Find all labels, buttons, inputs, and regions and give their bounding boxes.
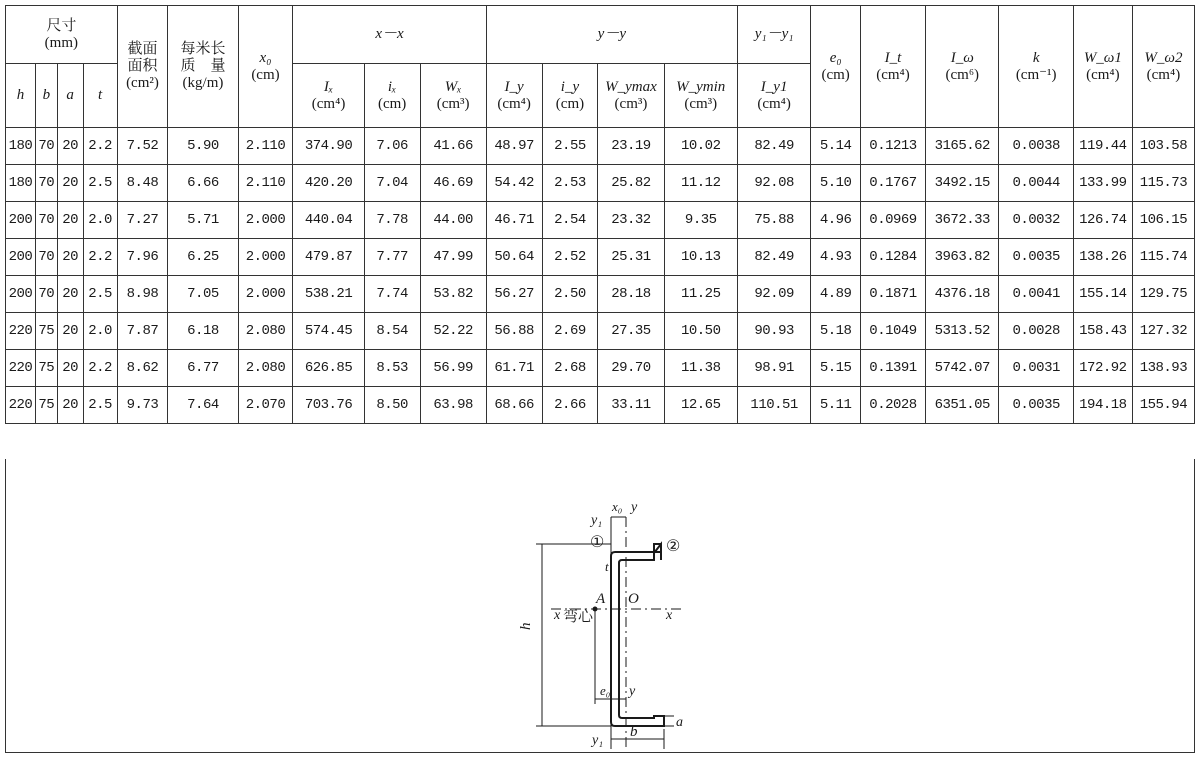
cell-Ix: 374.90 [293, 128, 364, 165]
cell-Wx: 47.99 [420, 239, 486, 276]
label-O: O [628, 591, 639, 607]
cell-Wymin: 11.12 [664, 165, 737, 202]
label-y-bottom: y [629, 684, 636, 699]
cell-k: 0.0035 [999, 387, 1073, 424]
cell-mass: 6.77 [168, 350, 238, 387]
cell-e0: 5.14 [811, 128, 861, 165]
cell-t: 2.2 [83, 350, 117, 387]
section-figure-panel [5, 459, 1195, 753]
cell-mass: 7.64 [168, 387, 238, 424]
cell-Wymin: 9.35 [664, 202, 737, 239]
cell-ix: 8.53 [364, 350, 420, 387]
cell-x0: 2.070 [238, 387, 293, 424]
cell-Iy: 48.97 [486, 128, 542, 165]
cell-Wymin: 11.38 [664, 350, 737, 387]
cell-Wymin: 11.25 [664, 276, 737, 313]
cell-Ix: 440.04 [293, 202, 364, 239]
cell-iy: 2.55 [542, 128, 598, 165]
cell-Iw: 5313.52 [926, 313, 999, 350]
cell-ix: 7.78 [364, 202, 420, 239]
cell-mass: 6.25 [168, 239, 238, 276]
label-y1-top: y₁ [591, 513, 603, 528]
cell-a: 20 [57, 276, 83, 313]
circle-1-label: ① [590, 534, 605, 551]
cell-a: 20 [57, 165, 83, 202]
cell-k: 0.0038 [999, 128, 1073, 165]
table-row [6, 276, 1195, 313]
cell-e0: 5.18 [811, 313, 861, 350]
Wx-header: Wₓ (cm³) [420, 64, 486, 128]
cell-e0: 4.96 [811, 202, 861, 239]
cell-mass: 6.18 [168, 313, 238, 350]
cell-ix: 7.04 [364, 165, 420, 202]
cell-e0: 5.11 [811, 387, 861, 424]
cell-area: 8.62 [117, 350, 168, 387]
cell-h: 200 [6, 202, 36, 239]
cell-mass: 7.05 [168, 276, 238, 313]
label-y-top: y [631, 500, 638, 515]
cell-Ix: 479.87 [293, 239, 364, 276]
mass-header: 每米长 质 量 (kg/m) [168, 6, 238, 128]
table-row [6, 313, 1195, 350]
label-shear-center: 弯心 [563, 609, 594, 625]
cell-iy: 2.53 [542, 165, 598, 202]
a-header: a [57, 64, 83, 128]
cell-Ww2: 115.73 [1132, 165, 1194, 202]
cell-iy: 2.50 [542, 276, 598, 313]
cell-Wymax: 29.70 [598, 350, 664, 387]
cell-Wymax: 28.18 [598, 276, 664, 313]
cell-x0: 2.080 [238, 313, 293, 350]
cell-Ww2: 103.58 [1132, 128, 1194, 165]
cell-Wymax: 33.11 [598, 387, 664, 424]
Wymin-header: W_ymin (cm³) [664, 64, 737, 128]
cell-t: 2.0 [83, 313, 117, 350]
cell-Iy1: 82.49 [737, 239, 810, 276]
cell-Wx: 63.98 [420, 387, 486, 424]
e0-header: e₀ (cm) [811, 6, 861, 128]
Wymax-header: W_ymax (cm³) [598, 64, 664, 128]
cell-Wymax: 23.19 [598, 128, 664, 165]
cell-b: 75 [35, 387, 57, 424]
cell-x0: 2.110 [238, 128, 293, 165]
cell-x0: 2.080 [238, 350, 293, 387]
It-header: I_t (cm⁴) [860, 6, 925, 128]
label-x-left: x [554, 608, 561, 623]
table-row [6, 202, 1195, 239]
cell-area: 7.96 [117, 239, 168, 276]
cell-Wx: 46.69 [420, 165, 486, 202]
cell-iy: 2.54 [542, 202, 598, 239]
cell-mass: 6.66 [168, 165, 238, 202]
t-header: t [83, 64, 117, 128]
cell-b: 70 [35, 239, 57, 276]
cell-a: 20 [57, 350, 83, 387]
cell-Wymin: 10.02 [664, 128, 737, 165]
cell-Iy1: 75.88 [737, 202, 810, 239]
label-e0: e₀ [600, 683, 611, 698]
cell-Ix: 626.85 [293, 350, 364, 387]
cell-Wymax: 27.35 [598, 313, 664, 350]
cell-Iy: 61.71 [486, 350, 542, 387]
cell-Ww1: 119.44 [1073, 128, 1132, 165]
label-a: a [676, 715, 683, 730]
b-header: b [35, 64, 57, 128]
cell-Ww1: 172.92 [1073, 350, 1132, 387]
cell-Wx: 56.99 [420, 350, 486, 387]
cell-t: 2.5 [83, 387, 117, 424]
table-row [6, 128, 1195, 165]
cell-iy: 2.52 [542, 239, 598, 276]
cell-Ww2: 127.32 [1132, 313, 1194, 350]
iy-header: i_y (cm) [542, 64, 598, 128]
table-row [6, 387, 1195, 424]
cell-It: 0.1284 [860, 239, 925, 276]
cell-e0: 5.15 [811, 350, 861, 387]
cell-area: 8.48 [117, 165, 168, 202]
cell-Wymin: 10.13 [664, 239, 737, 276]
cell-Iy1: 110.51 [737, 387, 810, 424]
cell-Iy1: 82.49 [737, 128, 810, 165]
cell-x0: 2.110 [238, 165, 293, 202]
cell-ix: 7.74 [364, 276, 420, 313]
cell-Ww1: 138.26 [1073, 239, 1132, 276]
cell-Ix: 538.21 [293, 276, 364, 313]
cell-area: 7.87 [117, 313, 168, 350]
table-row [6, 350, 1195, 387]
cell-ix: 8.54 [364, 313, 420, 350]
cell-Iw: 6351.05 [926, 387, 999, 424]
cell-Wx: 41.66 [420, 128, 486, 165]
cell-Ww1: 133.99 [1073, 165, 1132, 202]
circle-2-label: ② [666, 538, 681, 555]
cell-Wymax: 25.82 [598, 165, 664, 202]
cell-iy: 2.69 [542, 313, 598, 350]
cell-Wx: 52.22 [420, 313, 486, 350]
cell-a: 20 [57, 202, 83, 239]
section-properties-table [5, 5, 1195, 424]
cell-t: 2.0 [83, 202, 117, 239]
cell-Ww1: 155.14 [1073, 276, 1132, 313]
cell-a: 20 [57, 313, 83, 350]
cell-Iw: 3672.33 [926, 202, 999, 239]
lipped-channel-diagram [6, 459, 1196, 753]
cell-k: 0.0035 [999, 239, 1073, 276]
cell-It: 0.1213 [860, 128, 925, 165]
table-row [6, 239, 1195, 276]
cell-Ww2: 138.93 [1132, 350, 1194, 387]
cell-area: 8.98 [117, 276, 168, 313]
Ww1-header: W_ω1 (cm⁴) [1073, 6, 1132, 128]
ix-header: iₓ (cm) [364, 64, 420, 128]
cell-ix: 7.06 [364, 128, 420, 165]
cell-Iy: 46.71 [486, 202, 542, 239]
cell-Wymin: 12.65 [664, 387, 737, 424]
cell-Iy1: 90.93 [737, 313, 810, 350]
xx-group-header: x－x [293, 6, 486, 64]
label-y1-bottom: y₁ [592, 733, 604, 748]
cell-Ww2: 106.15 [1132, 202, 1194, 239]
cell-t: 2.5 [83, 276, 117, 313]
cell-It: 0.0969 [860, 202, 925, 239]
cell-iy: 2.68 [542, 350, 598, 387]
cell-Ix: 574.45 [293, 313, 364, 350]
cell-b: 70 [35, 128, 57, 165]
k-header: k (cm⁻¹) [999, 6, 1073, 128]
cell-b: 75 [35, 313, 57, 350]
cell-Iw: 3963.82 [926, 239, 999, 276]
cell-ix: 7.77 [364, 239, 420, 276]
cell-b: 70 [35, 202, 57, 239]
cell-Iy1: 92.08 [737, 165, 810, 202]
cell-k: 0.0041 [999, 276, 1073, 313]
cell-It: 0.1871 [860, 276, 925, 313]
Ww2-header: W_ω2 (cm⁴) [1132, 6, 1194, 128]
cell-e0: 4.89 [811, 276, 861, 313]
cell-Iw: 3492.15 [926, 165, 999, 202]
cell-Wx: 53.82 [420, 276, 486, 313]
label-b: b [630, 724, 638, 740]
y1y1-group-header: y₁－y₁ [737, 6, 810, 64]
yy-group-header: y－y [486, 6, 737, 64]
cell-Iy: 50.64 [486, 239, 542, 276]
Iy-header: I_y (cm⁴) [486, 64, 542, 128]
table-row [6, 165, 1195, 202]
cell-k: 0.0028 [999, 313, 1073, 350]
cell-h: 220 [6, 387, 36, 424]
cell-x0: 2.000 [238, 202, 293, 239]
cell-Ww1: 194.18 [1073, 387, 1132, 424]
cell-Iy1: 98.91 [737, 350, 810, 387]
size-group-header: 尺寸 (mm) [6, 6, 118, 64]
cell-h: 180 [6, 165, 36, 202]
cell-Ix: 703.76 [293, 387, 364, 424]
cell-Iy: 54.42 [486, 165, 542, 202]
label-x-right: x [666, 608, 673, 623]
cell-Iw: 3165.62 [926, 128, 999, 165]
cell-h: 200 [6, 276, 36, 313]
cell-Ww2: 155.94 [1132, 387, 1194, 424]
cell-It: 0.1391 [860, 350, 925, 387]
cell-x0: 2.000 [238, 276, 293, 313]
cell-Iy1: 92.09 [737, 276, 810, 313]
cell-b: 70 [35, 276, 57, 313]
cell-Ww1: 126.74 [1073, 202, 1132, 239]
cell-h: 220 [6, 350, 36, 387]
cell-t: 2.2 [83, 128, 117, 165]
Iw-header: I_ω (cm⁶) [926, 6, 999, 128]
label-A: A [596, 591, 606, 607]
cell-mass: 5.71 [168, 202, 238, 239]
cell-Iw: 5742.07 [926, 350, 999, 387]
cell-b: 75 [35, 350, 57, 387]
cell-Wymin: 10.50 [664, 313, 737, 350]
cell-Wx: 44.00 [420, 202, 486, 239]
cell-k: 0.0044 [999, 165, 1073, 202]
cell-h: 180 [6, 128, 36, 165]
cell-h: 220 [6, 313, 36, 350]
cell-Ww1: 158.43 [1073, 313, 1132, 350]
cell-x0: 2.000 [238, 239, 293, 276]
cell-It: 0.2028 [860, 387, 925, 424]
Iy1-header: I_y1 (cm⁴) [737, 64, 810, 128]
cell-mass: 5.90 [168, 128, 238, 165]
label-t: t [605, 559, 609, 574]
cell-area: 7.27 [117, 202, 168, 239]
cell-Wymax: 25.31 [598, 239, 664, 276]
Ix-header: Iₓ (cm⁴) [293, 64, 364, 128]
cell-t: 2.5 [83, 165, 117, 202]
cell-Ww2: 129.75 [1132, 276, 1194, 313]
cell-Ww2: 115.74 [1132, 239, 1194, 276]
x0-header: x₀ (cm) [238, 6, 293, 128]
cell-Iy: 68.66 [486, 387, 542, 424]
label-h: h [518, 622, 534, 630]
cell-iy: 2.66 [542, 387, 598, 424]
cell-Iy: 56.27 [486, 276, 542, 313]
area-header: 截面 面积 (cm²) [117, 6, 168, 128]
cell-It: 0.1049 [860, 313, 925, 350]
label-x0: x₀ [612, 499, 623, 514]
cell-k: 0.0031 [999, 350, 1073, 387]
cell-t: 2.2 [83, 239, 117, 276]
cell-Iw: 4376.18 [926, 276, 999, 313]
cell-k: 0.0032 [999, 202, 1073, 239]
cell-e0: 5.10 [811, 165, 861, 202]
cell-ix: 8.50 [364, 387, 420, 424]
cell-b: 70 [35, 165, 57, 202]
cell-h: 200 [6, 239, 36, 276]
cell-e0: 4.93 [811, 239, 861, 276]
cell-a: 20 [57, 387, 83, 424]
cell-Ix: 420.20 [293, 165, 364, 202]
cell-It: 0.1767 [860, 165, 925, 202]
h-header: h [6, 64, 36, 128]
cell-a: 20 [57, 128, 83, 165]
cell-Wymax: 23.32 [598, 202, 664, 239]
cell-area: 7.52 [117, 128, 168, 165]
cell-Iy: 56.88 [486, 313, 542, 350]
cell-a: 20 [57, 239, 83, 276]
cell-area: 9.73 [117, 387, 168, 424]
